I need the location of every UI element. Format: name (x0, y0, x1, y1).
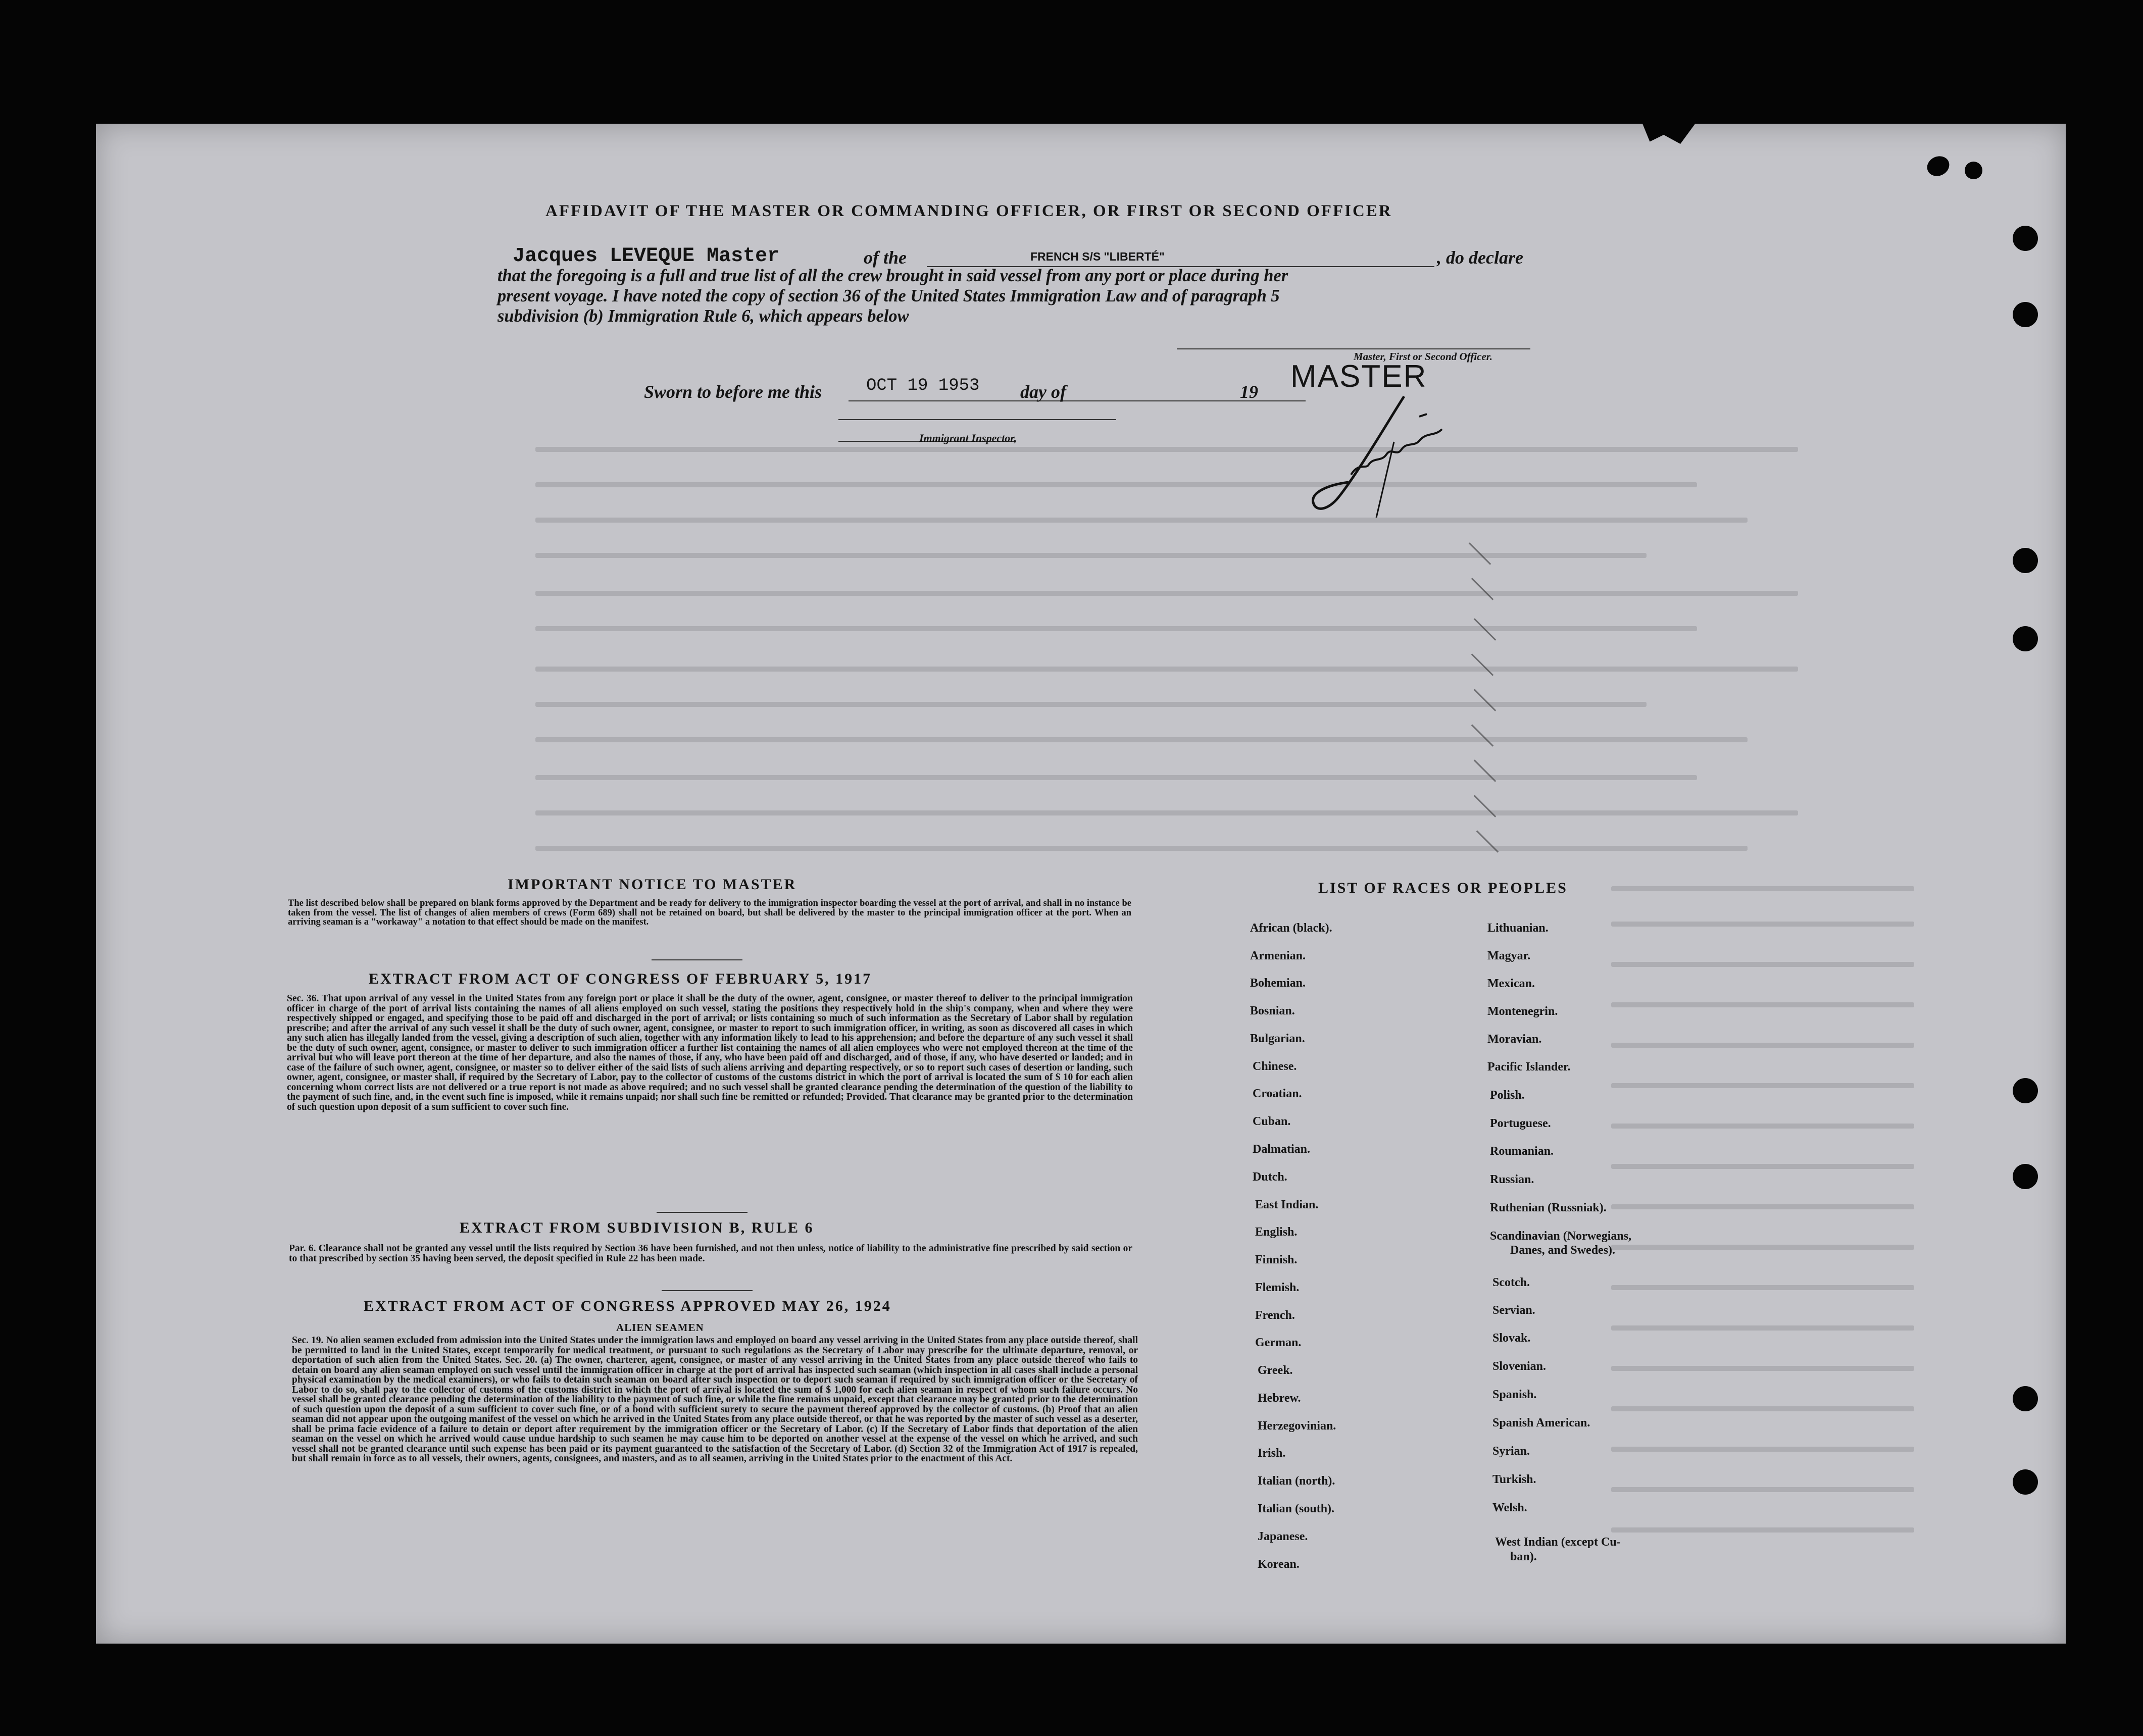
race-item: German. (1255, 1336, 1302, 1349)
race-item: Slovak. (1492, 1332, 1531, 1345)
race-item: Dutch. (1253, 1170, 1287, 1184)
race-item: Portuguese. (1490, 1117, 1551, 1130)
binder-hole-icon (2013, 626, 2038, 651)
alien-seamen-subtitle: ALIEN SEAMEN (616, 1321, 704, 1334)
race-item: Bohemian. (1250, 977, 1306, 990)
race-item: Pacific Islander. (1487, 1060, 1571, 1074)
race-item: Spanish American. (1492, 1416, 1590, 1429)
subdivision-text: Par. 6. Clearance shall not be granted any vessel until the lists required by Section 36 have been furnished, and not then unless, notice of liability to the administrative fine prescribed by said section or to that prescribed by section 35 having been served, the deposit specified in Rule 22 has been made. (289, 1243, 1132, 1264)
race-item: East Indian. (1255, 1198, 1319, 1211)
day-of-label: day of (1020, 382, 1066, 402)
race-item: Bosnian. (1250, 1004, 1295, 1017)
race-item: Welsh. (1492, 1501, 1527, 1514)
race-item: English. (1255, 1226, 1298, 1239)
race-item: Moravian. (1487, 1033, 1542, 1046)
race-item: Scandinavian (Norwegians, (1490, 1230, 1632, 1243)
binder-hole-icon (2013, 1469, 2038, 1495)
binder-hole-icon (2013, 302, 2038, 327)
declaration-line-3: present voyage. I have noted the copy of section 36 of the United States Immigration Law and of paragraph 5 (497, 286, 1280, 305)
extract-1917-title: EXTRACT FROM ACT OF CONGRESS OF FEBRUARY 5, 1917 (369, 971, 872, 987)
race-item: Montenegrin. (1487, 1005, 1558, 1018)
race-item: Servian. (1492, 1304, 1535, 1317)
sworn-date-stamp: OCT 19 1953 (866, 376, 980, 395)
race-item: Mexican. (1487, 977, 1535, 990)
inspector-line-top (838, 419, 1116, 420)
race-item: Italian (south). (1258, 1502, 1335, 1515)
race-item: Armenian. (1250, 949, 1306, 962)
extract-1924-text: Sec. 19. No alien seamen excluded from admission into the United States under the immigration laws and employed on board any vessel arriving in the United States from any place outside thereof, shall be permitted to land in the United States, except temporarily for medical treatment, or pursuant to such regulations as the Secretary of Labor may prescribe for the ultimate departure, removal, or deportation of such alien from the United States. Sec. 20. (a) The owner, charterer, agent, consignee, or master of any vessel arriving in the United States from any place outside thereof who fails to detain on board any alien seaman employed on such vessel until the immigration officer in charge at the port of arrival has inspected such seaman (which inspection in all cases shall include a personal physical examination by the medical examiners), or who fails to detain such seaman on board after such inspection or to deport such seaman if required by such immigration officer or the Secretary of Labor to do so, shall pay to the collector of customs of the customs district in which the port of arrival is located the sum of $ 1,000 for each alien seaman in respect of whom such failure occurs. No vessel shall be granted clearance pending the determination of the liability to the payment of such fine, or while the fine remains unpaid, except that clearance may be granted prior to the determination of such question upon the deposit of a sum sufficient to cover such fine, or of a bond with sufficient surety to secure the payment thereof approved by the collector of customs. (b) Proof that an alien seaman did not appear upon the outgoing manifest of the vessel on which he arrived in the United States from any place outside thereof, or that he was reported by the master of such vessel as a deserter, shall be prima facie evidence of a failure to detain or deport after requirement by the immigration officer or the Secretary of Labor. (c) If the Secretary of Labor finds that deportation of the alien seaman on the vessel on which he arrived would cause undue hardship to such seamen he may cause him to be deported on another vessel at the expense of the vessel on which he arrived, and such vessel shall not be granted clearance until such expense has been paid or its payment guaranteed to the satisfaction of the Secretary of Labor. (d) Section 32 of the Immigration Act of 1917 is repealed, but shall remain in force as to all vessels, their owners, agents, consignees, and masters, and as to all seamen, arriving in the United States prior to the enactment of this Act. (292, 1335, 1138, 1464)
race-item: French. (1255, 1309, 1295, 1322)
officer-signature-line (1177, 348, 1530, 349)
extract-1924-title: EXTRACT FROM ACT OF CONGRESS APPROVED MAY 26, 1924 (364, 1298, 891, 1314)
race-item: Scotch. (1492, 1276, 1530, 1289)
divider (652, 959, 742, 960)
binder-hole-icon (2013, 548, 2038, 573)
race-item: Syrian. (1492, 1445, 1530, 1458)
race-item: Irish. (1258, 1447, 1286, 1460)
race-item: Russian. (1490, 1173, 1534, 1186)
sworn-date-line (849, 400, 1111, 401)
do-declare-label: , do declare (1437, 247, 1523, 268)
race-item: Finnish. (1255, 1253, 1298, 1266)
race-item: Japanese. (1258, 1530, 1308, 1543)
race-item: Croatian. (1253, 1087, 1302, 1100)
vessel-name: FRENCH S/S "LIBERTÉ" (1030, 250, 1165, 263)
master-stamp: MASTER (1290, 359, 1427, 394)
race-item: Roumanian. (1490, 1145, 1554, 1158)
race-item: Ruthenian (Russniak). (1490, 1201, 1607, 1214)
race-item: West Indian (except Cu- (1495, 1536, 1621, 1549)
race-item: Danes, and Swedes). (1510, 1244, 1616, 1257)
sworn-label: Sworn to before me this (644, 382, 822, 402)
binder-hole-icon (2013, 1386, 2038, 1411)
race-item: Italian (north). (1258, 1474, 1335, 1488)
race-item: Korean. (1258, 1558, 1300, 1571)
master-name: Jacques LEVEQUE Master (513, 245, 780, 268)
race-item: Cuban. (1253, 1115, 1291, 1128)
declaration-line-2: that the foregoing is a full and true list of all the crew brought in said vessel from any port or place during her (497, 266, 1288, 285)
binder-hole-icon (2013, 1078, 2038, 1103)
divider (662, 1290, 753, 1291)
binder-hole-icon (1924, 152, 1953, 179)
notice-title: IMPORTANT NOTICE TO MASTER (508, 876, 797, 893)
officer-caption: Master, First or Second Officer. (1354, 350, 1492, 363)
race-item: Magyar. (1487, 949, 1531, 962)
notice-text: The list described below shall be prepared on blank forms approved by the Department and be ready for delivery to the immigration inspector boarding the vessel at the port of arrival, and shall in no instance be taken from the vessel. The list of changes of alien members of crews (Form 689) shall not be retained on board, but shall be delivered by the master to the principal immigration officer at the port. When an arriving seaman is a "workaway" a notation to that effect should be made on the manifest. (288, 898, 1131, 927)
race-item: ban). (1510, 1550, 1537, 1563)
binder-hole-icon (1965, 162, 1982, 179)
affidavit-title: AFFIDAVIT OF THE MASTER OR COMMANDING OFFICER, OR FIRST OR SECOND OFFICER (545, 202, 1392, 220)
race-item: Herzegovinian. (1258, 1419, 1336, 1433)
document-sheet (96, 124, 2066, 1644)
binder-hole-icon (2013, 1164, 2038, 1189)
race-item: Spanish. (1492, 1388, 1537, 1401)
race-item: Slovenian. (1492, 1360, 1547, 1373)
master-signature (1268, 381, 1480, 523)
race-item: Bulgarian. (1250, 1032, 1305, 1045)
race-item: African (black). (1250, 922, 1332, 935)
year-label: 19 (1240, 382, 1258, 402)
subdivision-title: EXTRACT FROM SUBDIVISION B, RULE 6 (460, 1219, 814, 1236)
race-item: Lithuanian. (1487, 922, 1549, 935)
race-item: Dalmatian. (1253, 1143, 1310, 1156)
race-item: Chinese. (1253, 1060, 1297, 1073)
race-item: Flemish. (1255, 1281, 1300, 1294)
of-the-label: of the (864, 247, 907, 268)
extract-1917-text: Sec. 36. That upon arrival of any vessel in the United States from any foreign port or place it shall be the duty of the owner, agent, consignee, or master thereof to deliver to the principal immigration officer in charge of the port of arrival lists containing the names of all aliens employed on such vessel, stating the positions they respectively hold in the ship's company, when and where they were respectively shipped or engaged, and specifying those to be paid off and discharged in the port of arrival; or lists containing so much of such information as the Secretary of Labor shall by regulation prescribe; and after the arrival of any such vessel it shall be the duty of such owner, agent, consignee, or master to report to such immigration officer, in writing, as soon as discovered all cases in which any such alien has illegally landed from the vessel, giving a description of such alien, together with any information likely to lead to his apprehension; and before the departure of any such vessel it shall be the duty of such owner, agent, consignee, or master to deliver to such immigration officer a further list containing the names of all alien employees who were not employed thereon at the time of the arrival but who will leave port thereon at the time of her departure, and also the names of those, if any, who have been paid off and discharged, and of those, if any, who have deserted or landed; and in case of the failure of such owner, agent, consignee, or master so to deliver either of the said lists of such aliens arriving and departing respectively, or so to report such cases of desertion or landing, such owner, agent, consignee, or master shall, if required by the Secretary of Labor, pay to the collector of customs of the customs district in which the port of arrival is located the sum of $ 10 for each alien concerning whom correct lists are not delivered or a true report is not made as above required; and no such vessel shall be granted clearance pending the determination of the question of the liability to the payment of such fine, and, in the event such fine is imposed, while it remains unpaid; nor shall such fine be remitted or refunded; Provided. That clearance may be granted prior to the determination of such question upon deposit of a sum sufficient to cover such fine. (287, 993, 1133, 1112)
race-item: Hebrew. (1258, 1392, 1301, 1405)
race-item: Greek. (1258, 1364, 1293, 1377)
binder-hole-icon (2013, 226, 2038, 251)
race-item: Turkish. (1492, 1473, 1536, 1486)
inspector-caption: Immigrant Inspector, (919, 432, 1017, 444)
torn-corner (1641, 121, 1697, 144)
declaration-line-4: subdivision (b) Immigration Rule 6, which appears below (497, 307, 909, 326)
divider (657, 1212, 747, 1213)
races-title: LIST OF RACES OR PEOPLES (1318, 880, 1568, 896)
race-item: Polish. (1490, 1089, 1525, 1102)
